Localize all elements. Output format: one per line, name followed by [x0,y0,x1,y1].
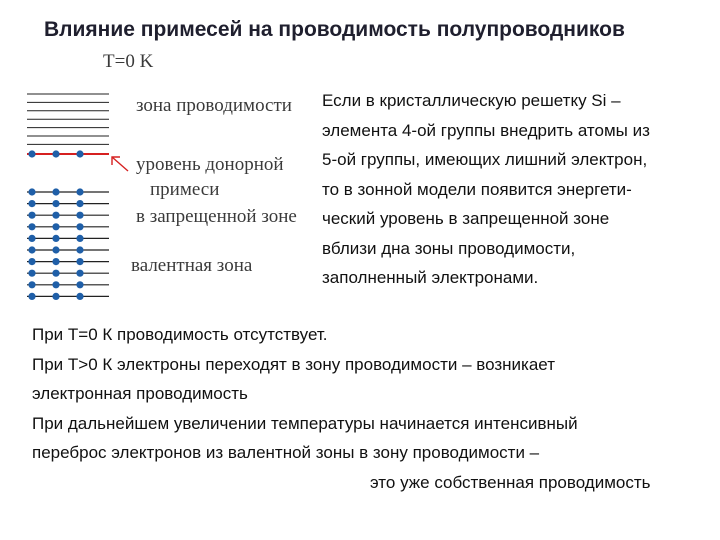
electron-dot [52,150,59,157]
electron-dot [28,188,35,195]
right-text-line: заполненный электронами. [322,268,539,287]
conduction-band [27,94,109,144]
electron-dot [52,281,59,288]
right-text-line: 5-ой группы, имеющих лишний электрон, [322,150,648,169]
electron-dot [28,258,35,265]
bottom-paragraph [32,320,712,497]
temperature-label: T=0 K [103,51,154,72]
electron-dot [76,281,83,288]
arrow-icon [112,157,128,171]
donor-level-label-3: в запрещенной зоне [136,206,297,227]
electron-dot [76,212,83,219]
right-text-line: Если в кристаллическую решетку Si – [322,91,621,110]
slide-title: Влияние примесей на проводимость полупроводников [44,18,625,41]
valence-band-label: валентная зона [131,255,253,276]
bottom-text-line: электронная проводимость [32,384,248,403]
electron-dot [76,223,83,230]
electron-dot [52,235,59,242]
electron-dot [76,150,83,157]
electron-dot [52,188,59,195]
bottom-text-line: При Т=0 К проводимость отсутствует. [32,325,328,344]
electron-dot [28,200,35,207]
valence-band [27,188,109,300]
bottom-text-line: При дальнейшем увеличении температуры начинается интенсивный [32,413,578,433]
bottom-text-line: это уже собственная проводимость [370,472,651,492]
conduction-band-label: зона проводимости [136,95,292,116]
electron-dot [28,235,35,242]
electron-dot [76,270,83,277]
electron-dot [28,270,35,277]
electron-dot [52,212,59,219]
bottom-text-line: При Т>0 К электроны переходят в зону проводимости – возникает [32,354,555,374]
electron-dot [52,223,59,230]
electron-dot [52,293,59,300]
donor-level-label-2: примеси [150,179,220,200]
electron-dot [76,246,83,253]
electron-dot [52,200,59,207]
electron-dot [76,258,83,265]
right-paragraph [322,86,718,293]
right-text-line: то в зонной модели появится энергети- [322,179,632,199]
electron-dot [28,212,35,219]
electron-dot [28,246,35,253]
donor-level-label-1: уровень донорной [136,154,284,175]
right-text-line: ческий уровень в запрещенной зоне [322,209,610,228]
electron-dot [28,281,35,288]
right-text-line: элемента 4-ой группы внедрить атомы из [322,120,650,140]
electron-dot [28,150,35,157]
electron-dot [76,235,83,242]
electron-dot [76,293,83,300]
bottom-text-line: переброс электронов из валентной зоны в зону проводимости – [32,443,540,462]
electron-dot [76,188,83,195]
electron-dot [76,200,83,207]
right-text-line: вблизи дна зоны проводимости, [322,238,576,258]
electron-dot [52,258,59,265]
electron-dot [28,223,35,230]
electron-dot [52,246,59,253]
electron-dot [52,270,59,277]
electron-dot [28,293,35,300]
